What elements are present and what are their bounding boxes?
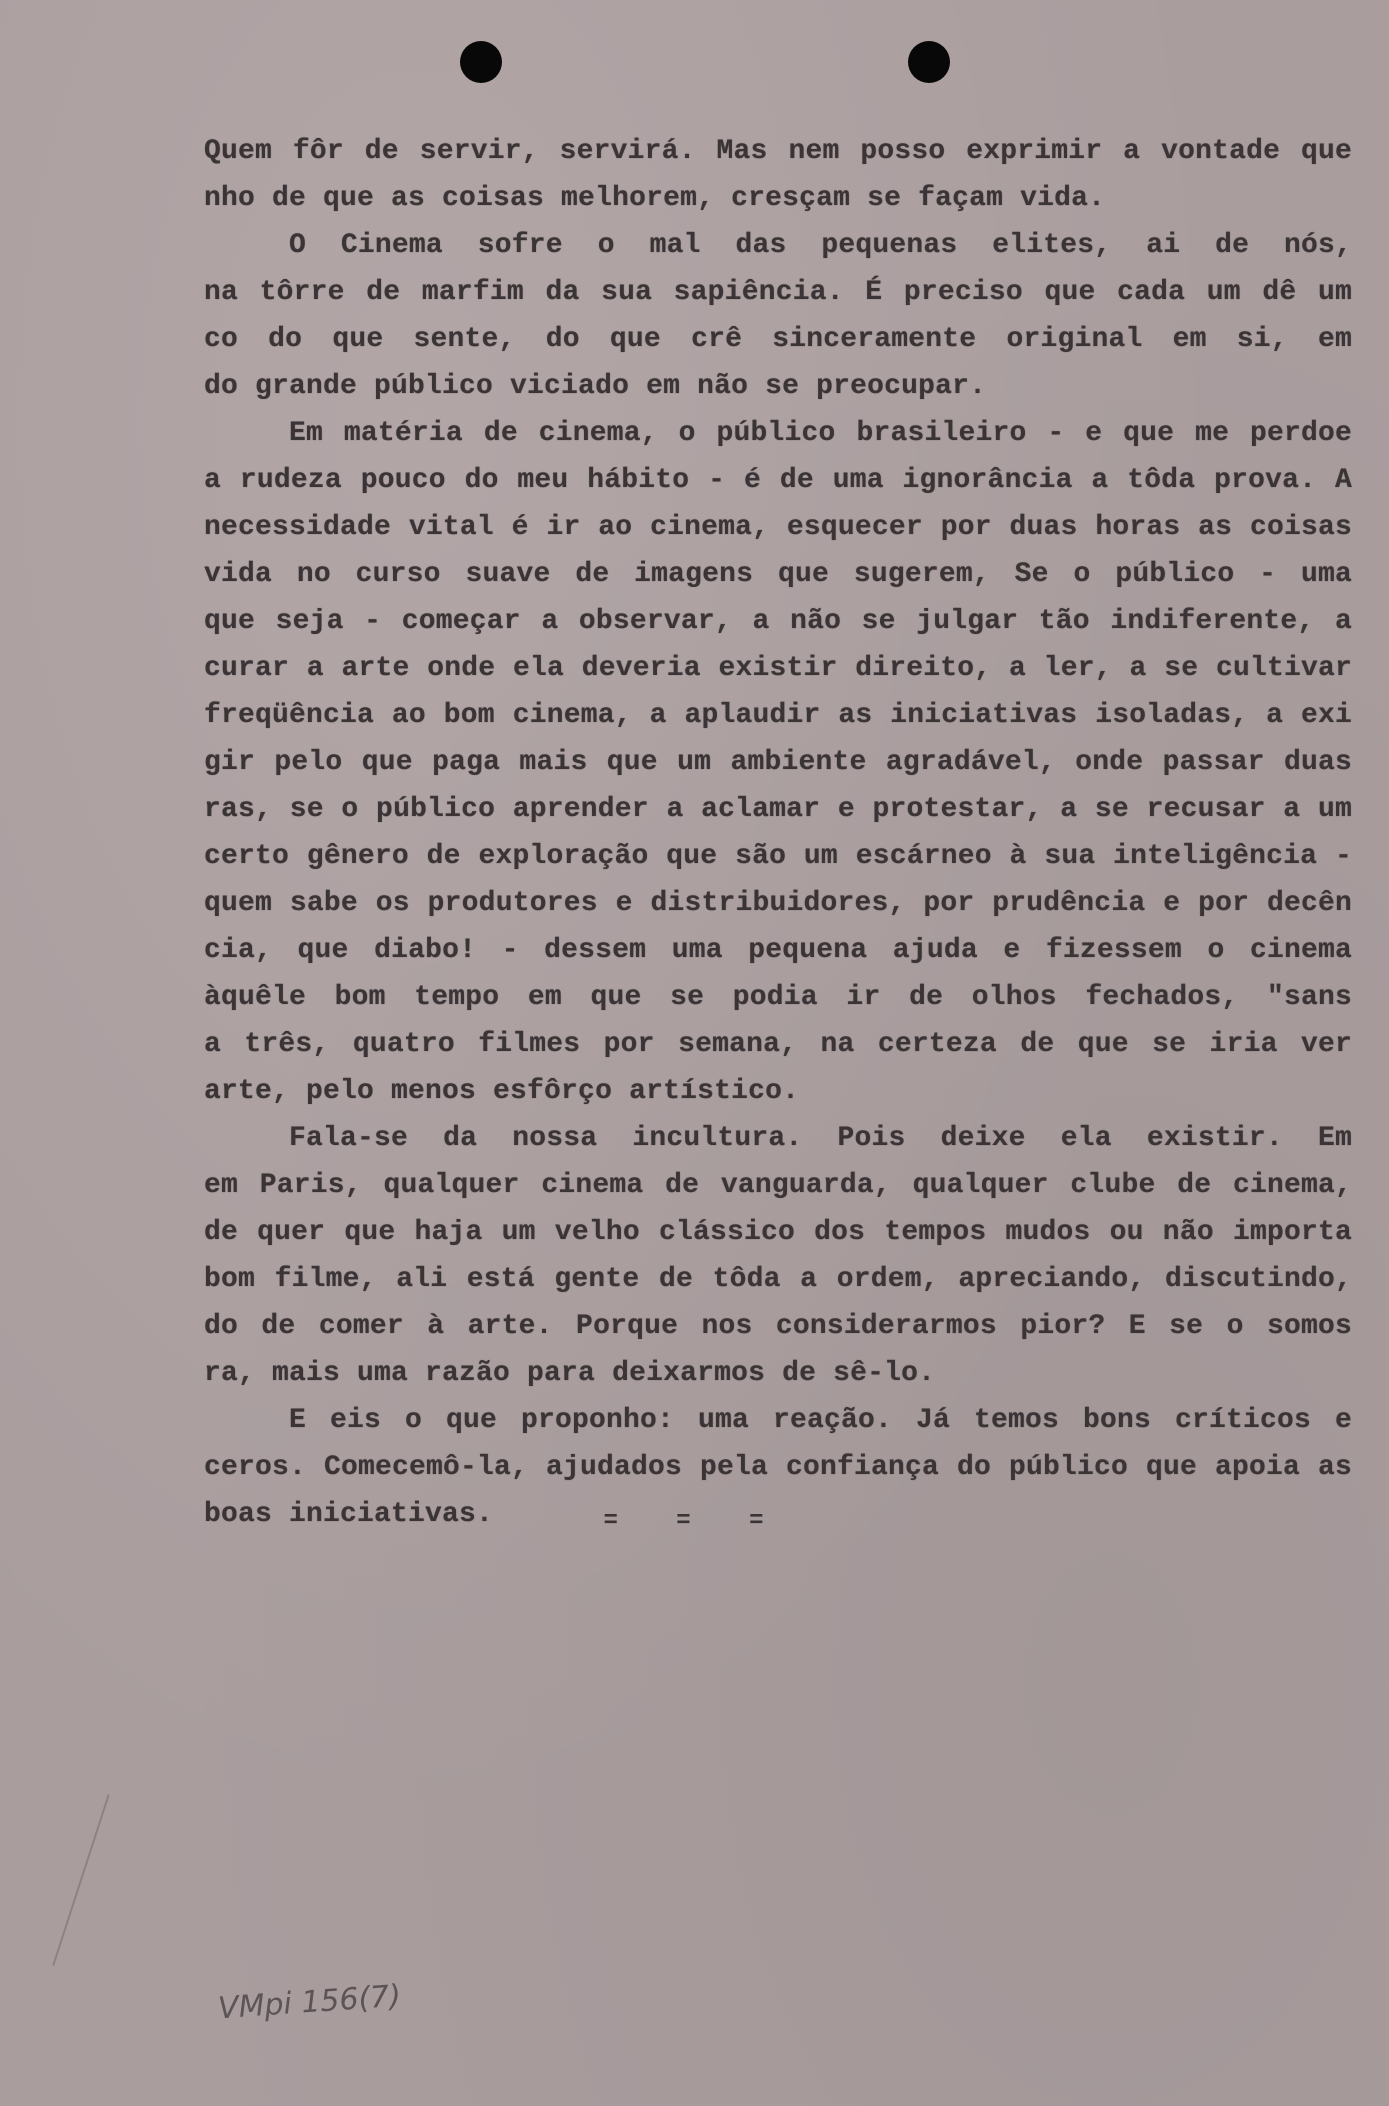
- text-line: Em matéria de cinema, o público brasileiro - e que me perdoe: [289, 418, 1352, 449]
- text-line: a rudeza pouco do meu hábito - é de uma ignorância a tôda prova. A: [204, 465, 1352, 496]
- text-line: necessidade vital é ir ao cinema, esquecer por duas horas as coisas: [204, 512, 1352, 543]
- punch-hole-right: [908, 41, 950, 83]
- text-line: do grande público viciado em não se preocupar.: [204, 371, 987, 402]
- text-line: E eis o que proponho: uma reação. Já temos bons críticos e: [289, 1405, 1352, 1436]
- end-separator: = = =: [603, 1508, 786, 1535]
- text-line: Fala-se da nossa incultura. Pois deixe ela existir. Em: [289, 1123, 1352, 1154]
- text-line: ceros. Comecemô-la, ajudados pela confiança do público que apoia as: [204, 1452, 1352, 1483]
- text-line: Quem fôr de servir, servirá. Mas nem posso exprimir a vontade que: [204, 136, 1352, 167]
- text-line: O Cinema sofre o mal das pequenas elites, ai de nós,: [289, 230, 1352, 261]
- text-line: nho de que as coisas melhorem, cresçam se façam vida.: [204, 183, 1106, 214]
- text-line: arte, pelo menos esfôrço artístico.: [204, 1076, 800, 1107]
- text-line: certo gênero de exploração que são um escárneo à sua inteligência -: [204, 841, 1352, 872]
- paragraph: [204, 222, 1352, 410]
- text-line: de quer que haja um velho clássico dos tempos mudos ou não importa: [204, 1217, 1352, 1248]
- text-line: boas iniciativas.: [204, 1499, 494, 1530]
- paragraph: [204, 128, 1352, 222]
- text-line: gir pelo que paga mais que um ambiente agradável, onde passar duas: [204, 747, 1352, 778]
- text-line: freqüência ao bom cinema, a aplaudir as iniciativas isoladas, a exi: [204, 700, 1352, 731]
- paragraph: [204, 410, 1352, 1115]
- text-line: na tôrre de marfim da sua sapiência. É preciso que cada um dê um: [204, 277, 1352, 308]
- text-line: bom filme, ali está gente de tôda a ordem, apreciando, discutindo,: [204, 1264, 1352, 1295]
- text-line: do de comer à arte. Porque nos considerarmos pior? E se o somos: [204, 1311, 1352, 1342]
- text-line: curar a arte onde ela deveria existir direito, a ler, a se cultivar: [204, 653, 1352, 684]
- text-line: em Paris, qualquer cinema de vanguarda, qualquer clube de cinema,: [204, 1170, 1352, 1201]
- text-line: a três, quatro filmes por semana, na certeza de que se iria ver: [204, 1029, 1352, 1060]
- handwritten-archive-note: VMpi 156(7): [217, 1978, 403, 2027]
- paper-crease: [52, 1794, 109, 1966]
- text-line: ra, mais uma razão para deixarmos de sê-lo.: [204, 1358, 936, 1389]
- text-line: ras, se o público aprender a aclamar e protestar, a se recusar a um: [204, 794, 1352, 825]
- text-line: quem sabe os produtores e distribuidores, por prudência e por decên: [204, 888, 1352, 919]
- text-line: vida no curso suave de imagens que sugerem, Se o público - uma: [204, 559, 1352, 590]
- text-line: co do que sente, do que crê sinceramente original em si, em: [204, 324, 1352, 355]
- paragraph: [204, 1115, 1352, 1397]
- text-line: que seja - começar a observar, a não se julgar tão indiferente, a: [204, 606, 1352, 637]
- text-line: àquêle bom tempo em que se podia ir de olhos fechados, "sans: [204, 982, 1352, 1013]
- text-line: cia, que diabo! - dessem uma pequena ajuda e fizessem o cinema: [204, 935, 1352, 966]
- typed-text: [204, 128, 1352, 1538]
- punch-hole-left: [460, 41, 502, 83]
